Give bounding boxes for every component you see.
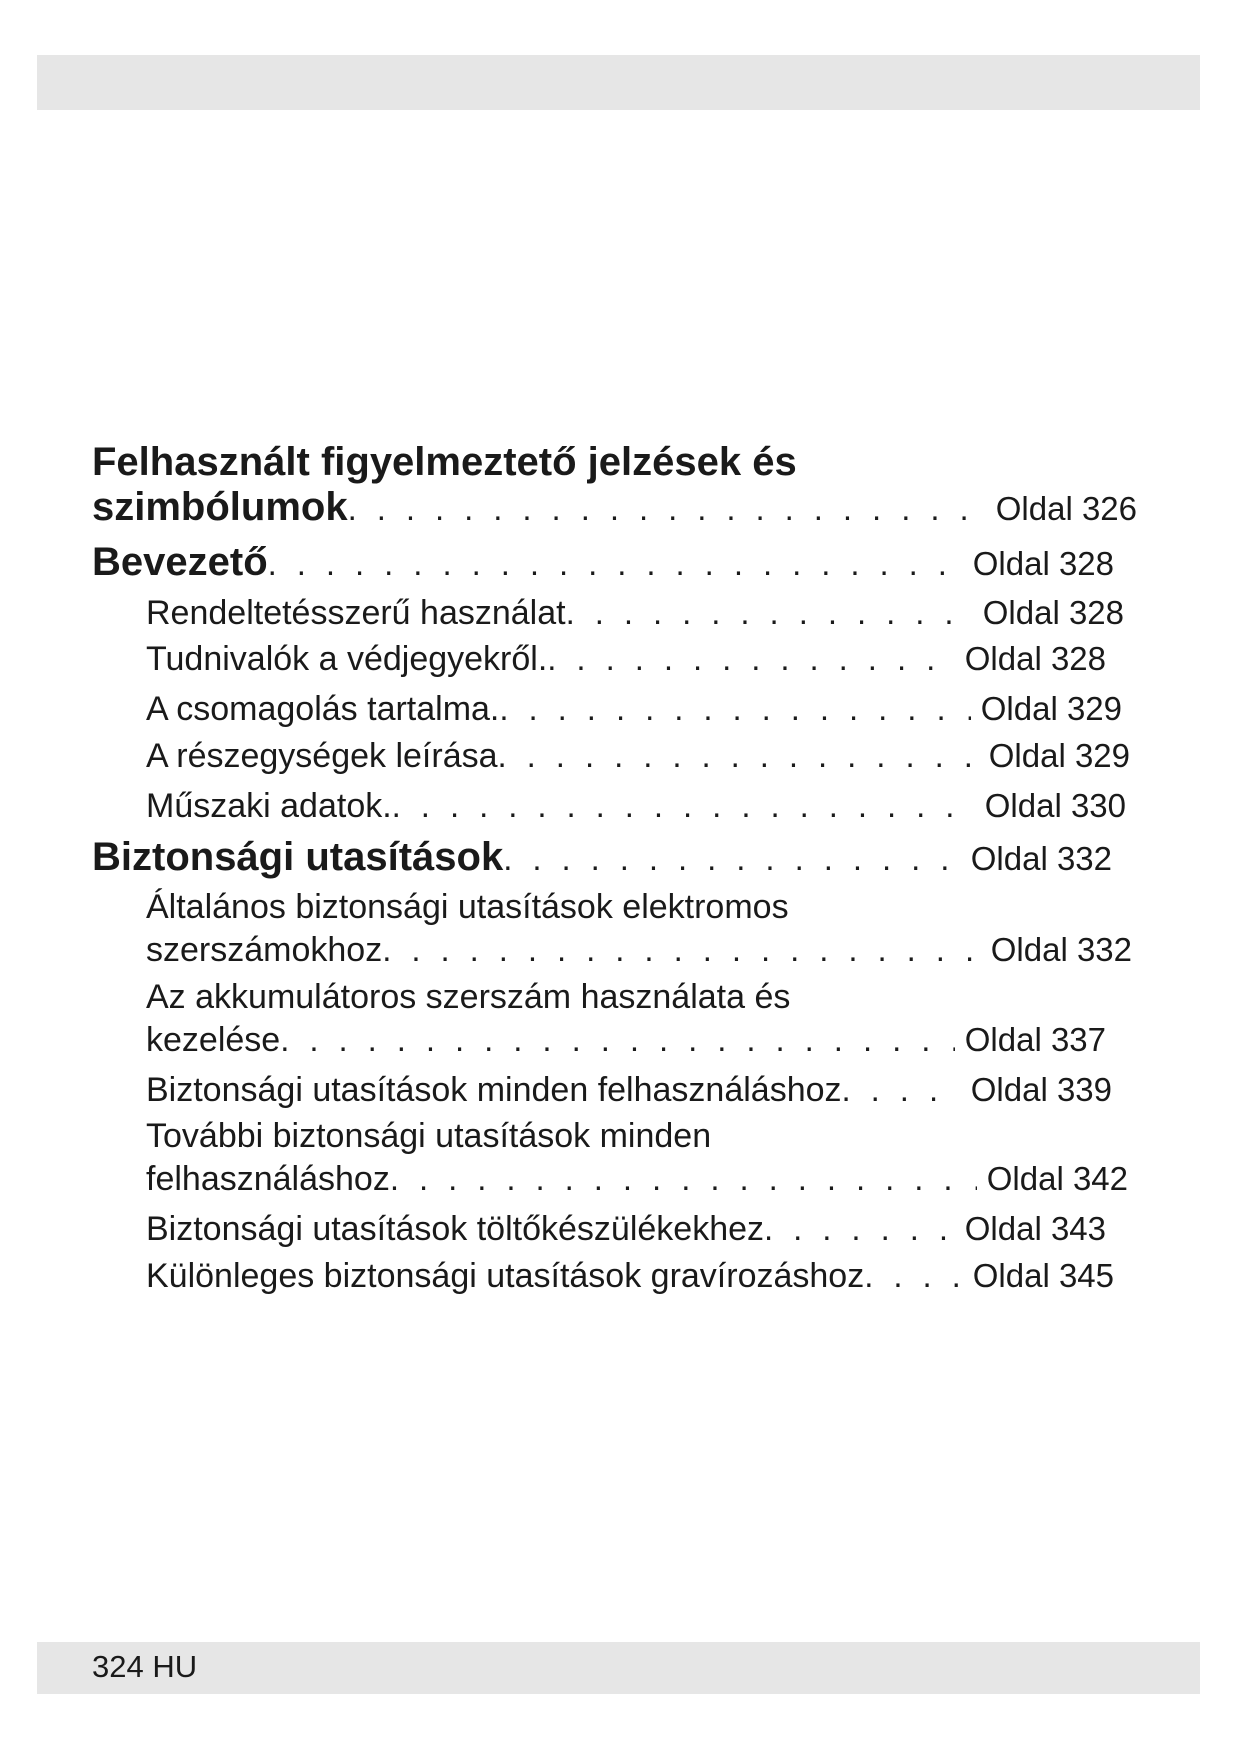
toc-entry[interactable] xyxy=(146,594,1124,633)
toc-entry[interactable] xyxy=(146,690,1122,729)
toc-entry-page: Oldal 328 xyxy=(982,594,1124,631)
toc-leader-dots xyxy=(499,690,970,728)
toc-entry-line1: További biztonsági utasítások minden xyxy=(146,1117,712,1155)
toc-entry[interactable] xyxy=(146,737,1130,776)
toc-entry-page: Oldal 329 xyxy=(980,690,1122,727)
toc-entry[interactable] xyxy=(146,1160,1128,1199)
toc-entry-page: Oldal 329 xyxy=(988,737,1130,774)
toc-entry-title: felhasználáshoz xyxy=(146,1160,390,1198)
toc-entry[interactable] xyxy=(146,931,1132,970)
toc-entry-page: Oldal 326 xyxy=(995,490,1137,527)
toc-entry[interactable] xyxy=(146,1210,1106,1249)
toc-entry[interactable] xyxy=(92,835,1112,880)
toc-entry-line1: Felhasznált figyelmeztető jelzések és xyxy=(92,440,797,484)
toc-leader-dots xyxy=(392,787,975,825)
toc-entry-page: Oldal 328 xyxy=(972,545,1114,582)
toc-leader-dots xyxy=(382,931,981,969)
toc-entry-title: Biztonsági utasítások minden felhasználáshoz xyxy=(146,1071,842,1109)
toc-entry-title: szerszámokhoz xyxy=(146,931,383,969)
toc-entry-title: A csomagolás tartalma. xyxy=(146,690,500,728)
toc-entry-page: Oldal 332 xyxy=(970,840,1112,877)
toc-entry-page: Oldal 332 xyxy=(990,931,1132,968)
toc-entry-title: Biztonsági utasítások xyxy=(92,835,504,879)
toc-entry-page: Oldal 328 xyxy=(964,640,1106,677)
toc-leader-dots xyxy=(268,545,963,583)
toc-leader-dots xyxy=(566,594,973,632)
toc-leader-dots xyxy=(764,1210,955,1248)
toc-entry-title: szimbólumok xyxy=(92,485,348,529)
toc-entry-page: Oldal 343 xyxy=(964,1210,1106,1247)
toc-entry-page: Oldal 345 xyxy=(972,1257,1114,1294)
toc-leader-dots xyxy=(864,1257,963,1295)
toc-entry[interactable] xyxy=(146,640,1106,679)
toc-entry-page: Oldal 342 xyxy=(986,1160,1128,1197)
toc-entry-title: A részegységek leírása xyxy=(146,737,498,775)
toc-entry-page: Oldal 337 xyxy=(964,1021,1106,1058)
toc-entry[interactable] xyxy=(146,1021,1106,1060)
toc-entry[interactable] xyxy=(146,1257,1114,1296)
toc-entry-title: Műszaki adatok. xyxy=(146,787,392,825)
toc-entry-title: Tudnivalók a védjegyekről. xyxy=(146,640,548,678)
toc-entry-title: Biztonsági utasítások töltőkészülékekhez xyxy=(146,1210,765,1248)
toc-entry-title: Különleges biztonsági utasítások gravírozáshoz xyxy=(146,1257,865,1295)
toc-entry[interactable] xyxy=(92,485,1137,530)
toc-leader-dots xyxy=(498,737,979,775)
toc-entry[interactable] xyxy=(92,540,1114,585)
toc-entry-page: Oldal 339 xyxy=(970,1071,1112,1108)
footer-band xyxy=(37,1642,1200,1694)
toc-entry-page: Oldal 330 xyxy=(984,787,1126,824)
toc-entry-line1: Az akkumulátoros szerszám használata és xyxy=(146,978,791,1016)
toc-entry-title: kezelése xyxy=(146,1021,281,1059)
toc-entry-line1: Általános biztonsági utasítások elektromos xyxy=(146,888,789,926)
toc-entry[interactable] xyxy=(146,787,1126,826)
toc-leader-dots xyxy=(348,490,986,528)
page-number: 324 HU xyxy=(92,1649,198,1684)
toc-entry[interactable] xyxy=(146,1071,1112,1110)
toc-leader-dots xyxy=(390,1160,977,1198)
toc-leader-dots xyxy=(503,840,961,878)
toc-leader-dots xyxy=(280,1021,955,1059)
toc-entry-title: Rendeltetésszerű használat xyxy=(146,594,566,632)
toc-leader-dots xyxy=(547,640,954,678)
toc-leader-dots xyxy=(842,1071,961,1109)
toc-entry-title: Bevezető xyxy=(92,540,268,584)
